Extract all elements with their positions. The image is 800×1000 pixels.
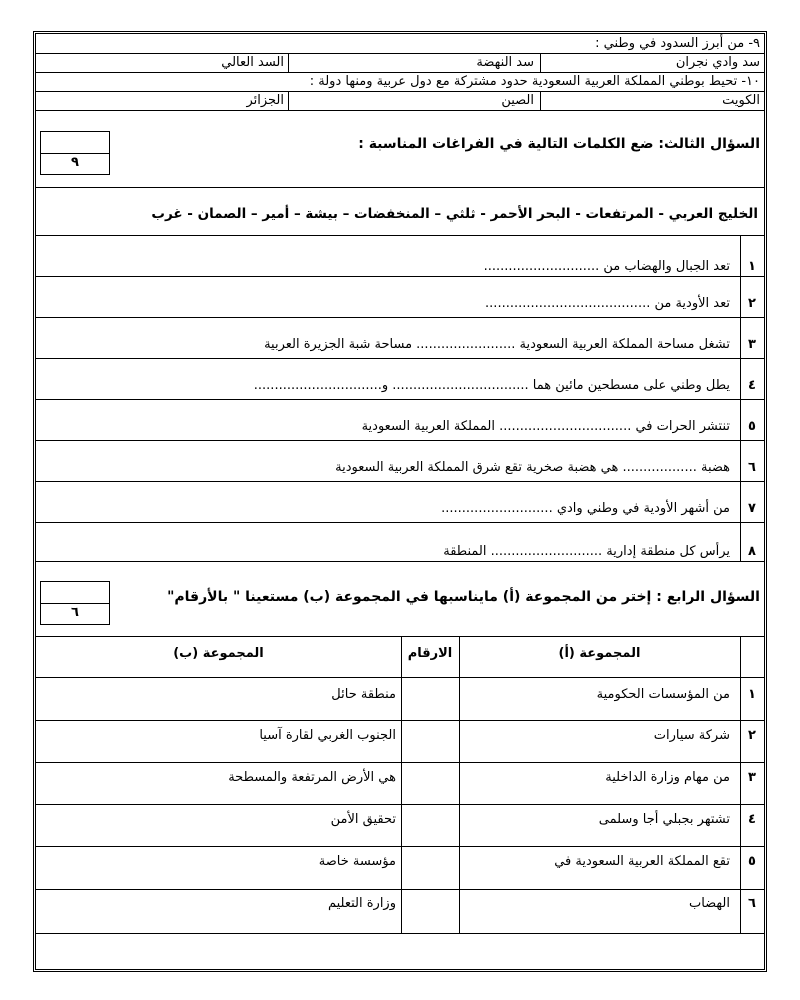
fill-blank-item: تعد الجبال والهضاب من ............................ (483, 259, 730, 274)
group-a-item: تقع المملكة العربية السعودية في (554, 854, 730, 869)
divider (36, 235, 764, 236)
group-b-item: الجنوب الغربي لقارة آسيا (259, 728, 396, 743)
group-b-item: منطقة حائل (331, 687, 396, 702)
q9-option-1: سد وادي نجران (675, 55, 760, 70)
row-number: ٦ (748, 896, 756, 911)
row-number: ٣ (748, 770, 756, 785)
row-number: ٢ (748, 728, 756, 743)
item-number: ٥ (748, 419, 756, 434)
q10-option-1: الكويت (722, 93, 760, 108)
group-a-item: شركة سيارات (653, 728, 730, 743)
fill-blank-item: يطل وطني على مسطحين مائين هما ................................. و............................... (253, 378, 730, 393)
divider (36, 187, 764, 188)
divider (36, 481, 764, 482)
fill-blank-item: تشغل مساحة المملكة العربية السعودية ........................ مساحة شبة الجزيرة العربية (264, 337, 730, 352)
item-number: ٢ (748, 296, 756, 311)
divider (36, 522, 764, 523)
fill-blank-item: هضبة .................. هي هضبة صخرية تقع شرق المملكة العربية السعودية (335, 460, 730, 475)
divider (36, 636, 764, 637)
group-a-item: من مهام وزارة الداخلية (605, 770, 730, 785)
group-b-item: تحقيق الأمن (330, 812, 396, 827)
score-box-divider (41, 153, 109, 154)
fill-blank-item: من أشهر الأودية في وطني وادي ........................... (441, 501, 730, 516)
cell-divider (540, 91, 541, 110)
worksheet-page (33, 31, 767, 972)
row-number: ٥ (748, 854, 756, 869)
cell-divider (288, 53, 289, 72)
score-box (40, 131, 110, 175)
score-box (40, 581, 110, 625)
item-number: ٨ (748, 544, 756, 559)
cell-divider (288, 91, 289, 110)
group-a-header: المجموعة (أ) (558, 646, 641, 661)
group-b-item: مؤسسة خاصة (318, 854, 396, 869)
group-b-item: هي الأرض المرتفعة والمسطحة (228, 770, 396, 785)
fill-blank-item: يرأس كل منطقة إدارية ........................... المنطقة (443, 544, 730, 559)
divider (36, 399, 764, 400)
group-a-item: الهضاب (688, 896, 730, 911)
divider (36, 677, 764, 678)
row-number: ٤ (748, 812, 756, 827)
cell-divider (540, 53, 541, 72)
question-9: ٩- من أبرز السدود في وطني : (595, 36, 760, 51)
group-b-item: وزارة التعليم (327, 896, 396, 911)
divider (36, 889, 764, 890)
question-10: ١٠- تحيط بوطني المملكة العربية السعودية حدود مشتركة مع دول عربية ومنها دولة : (309, 74, 760, 89)
item-number: ٣ (748, 337, 756, 352)
item-number: ٦ (748, 460, 756, 475)
score-box-divider (41, 603, 109, 604)
numbers-header: الارقام (407, 646, 453, 661)
divider (36, 53, 764, 54)
section-4-title: السؤال الرابع : إختر من المجموعة (أ) مايناسبها في المجموعة (ب) مستعينا " بالأرقام" (167, 589, 760, 605)
divider (36, 358, 764, 359)
group-a-item: تشتهر بجبلي أجا وسلمى (598, 812, 730, 827)
divider (36, 317, 764, 318)
divider (36, 720, 764, 721)
section-3-title: السؤال الثالث: ضع الكلمات التالية في الفراغات المناسبة : (358, 136, 760, 152)
q9-option-2: سد النهضة (476, 55, 534, 70)
word-bank: الخليج العربي - المرتفعات - البحر الأحمر - ثلثي – المنخفضات – بيشة – أمير – الصمان - غرب (151, 206, 758, 222)
divider (36, 72, 764, 73)
score-value: ٩ (71, 155, 79, 170)
group-b-header: المجموعة (ب) (173, 646, 264, 661)
divider (36, 933, 764, 934)
divider (36, 440, 764, 441)
divider (36, 762, 764, 763)
divider (36, 804, 764, 805)
item-number: ٧ (748, 501, 756, 516)
divider (36, 846, 764, 847)
item-number: ١ (748, 259, 756, 274)
item-number: ٤ (748, 378, 756, 393)
q10-option-2: الصين (501, 93, 534, 108)
group-a-item: من المؤسسات الحكومية (596, 687, 730, 702)
divider (36, 561, 764, 562)
fill-blank-item: تنتشر الحرات في ................................ المملكة العربية السعودية (361, 419, 730, 434)
q9-option-3: السد العالي (221, 55, 284, 70)
divider (36, 91, 764, 92)
q10-option-3: الجزائر (246, 93, 284, 108)
row-number: ١ (748, 687, 756, 702)
score-value: ٦ (71, 605, 79, 620)
fill-blank-item: تعد الأودية من ........................................ (485, 296, 730, 311)
divider (36, 276, 764, 277)
divider (36, 110, 764, 111)
